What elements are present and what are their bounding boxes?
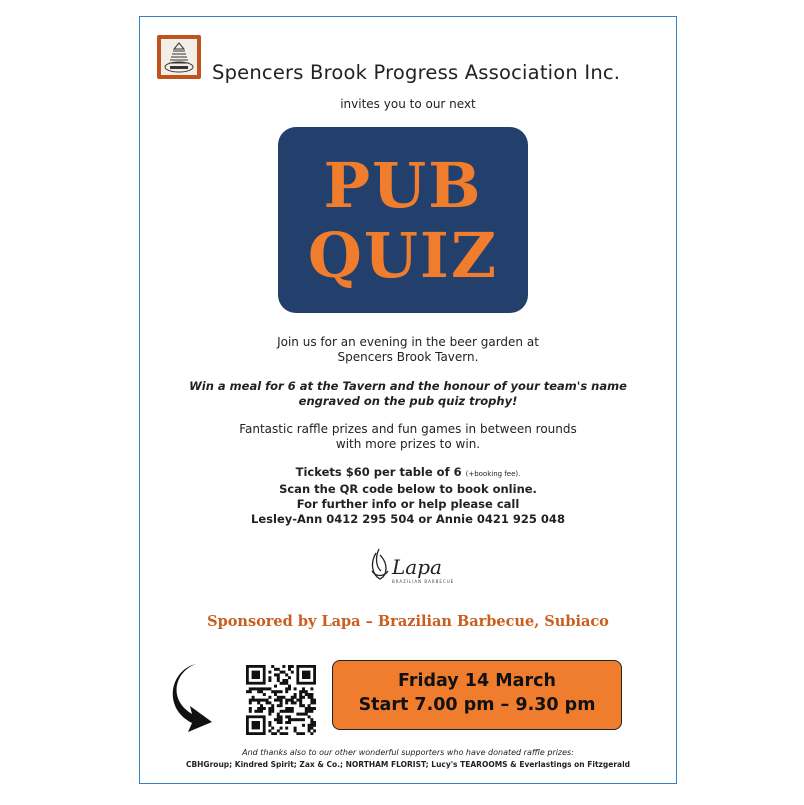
- association-logo-icon: [157, 35, 201, 79]
- tickets-line-2: Scan the QR code below to book online.: [279, 482, 537, 496]
- lapa-logo: [362, 541, 458, 589]
- sponsor-line: Sponsored by Lapa – Brazilian Barbecue, Subiaco: [207, 613, 609, 630]
- tickets-line-1: [140, 465, 676, 482]
- contact-phones: Lesley-Ann 0412 295 504 or Annie 0421 925 048: [251, 512, 565, 526]
- prize-text: [140, 379, 676, 409]
- event-time: Start 7.00 pm – 9.30 pm: [358, 695, 596, 715]
- pub-quiz-title-badge: [278, 127, 528, 313]
- raffle-line-2: with more prizes to win.: [335, 437, 481, 451]
- intro-line-2: Spencers Brook Tavern.: [337, 350, 479, 364]
- lapa-logo-tagline: BRAZILIAN BARBECUE: [392, 579, 455, 584]
- intro-text: [140, 335, 676, 365]
- poster: [139, 16, 677, 784]
- title-line-2: QUIZ: [307, 219, 499, 292]
- raffle-line-1: Fantastic raffle prizes and fun games in between rounds: [239, 422, 577, 436]
- lapa-logo-name: Lapa: [392, 555, 442, 579]
- curved-arrow-icon: [168, 662, 218, 732]
- tickets-line-3: For further info or help please call: [296, 497, 520, 511]
- raffle-text: [140, 422, 676, 452]
- invite-text: invites you to our next: [340, 97, 476, 111]
- intro-line-1: Join us for an evening in the beer garden at: [277, 335, 539, 349]
- prize-line-1: Win a meal for 6 at the Tavern and the honour of your team's name: [189, 379, 627, 393]
- title-line-1: PUB: [323, 149, 483, 222]
- tickets-info: [140, 465, 676, 527]
- event-date-box: [332, 660, 622, 730]
- event-date: Friday 14 March: [398, 671, 556, 691]
- tickets-price: Tickets $60 per table of 6: [295, 465, 462, 479]
- supporters-list: CBHGroup; Kindred Spirit; Zax & Co.; NORTHAM FLORIST; Lucy's TEAROOMS & Everlastings on Fitzgerald: [185, 760, 631, 769]
- booking-fee-note: (+booking fee).: [465, 470, 521, 478]
- organization-name: Spencers Brook Progress Association Inc.: [212, 61, 621, 84]
- prize-line-2: engraved on the pub quiz trophy!: [298, 394, 518, 408]
- thanks-text: And thanks also to our other wonderful supporters who have donated raffle prizes:: [242, 748, 574, 757]
- qr-code-icon[interactable]: [246, 665, 316, 735]
